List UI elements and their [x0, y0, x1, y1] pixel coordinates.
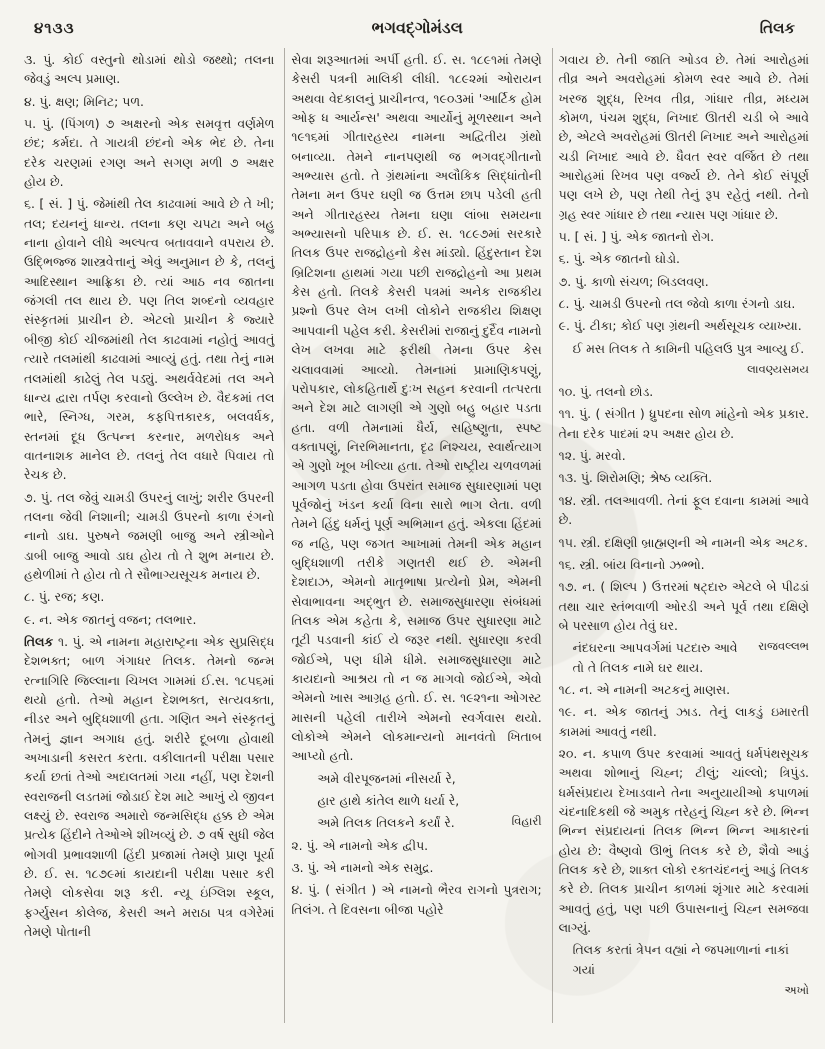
dictionary-entry: ૬. પું. એક જાતનો ઘોડો. — [558, 251, 680, 267]
running-keyword: તિલક — [759, 19, 795, 37]
column-3 — [553, 48, 811, 1023]
dictionary-entry: ૪. પું. ( સંગીત ) એ નામનો ભૈરવ રાગનો પુત્રરાગ; તિલંગ. તે દિવસના બીજા પહોરે — [291, 882, 542, 917]
quote-line: રાજવલ્લભ નંદઘરના આપવર્ગમાં પટદારુ આવે તો તે તિલક નામે ઘર થાય. — [572, 639, 809, 675]
dictionary-entry: ૧૭. ન. ( શિલ્પ ) ઉત્તરમાં ષટ્દારુ એટલે બે પીઢડાં તથા ચાર સ્તંભવાળી ઓરડી અને પૂર્વ તથા દક્ષિણે બે પરસાળ હોય તેવું ઘર. — [558, 579, 809, 633]
dictionary-entry: ૧૬. સ્ત્રી. બાંય વિનાનો ઝભ્ભો. — [558, 556, 705, 572]
dictionary-entry: ૭. પું. કાળો સંચળ; બિડલવણ. — [558, 273, 709, 289]
dictionary-entry: ૨૦. ન. કપાળ ઉપર કરવામાં આવતું ધર્મપંથસૂચક અથવા શોભાનું ચિહ્ન; ટીલું; ચાંલ્લો; ત્રિપુંડ. ધર્મસંપ્રદાય દેખાડવાને તેના અનુયાયીઓ કપાળમાં ચંદનાદિકથી જે અમુક તરેહનું ચિહ્ન કરે છે. ભિન્ન ભિન્ન સંપ્રદાયનાં તિલક ભિન્ન ભિન્ન આકારનાં હોય છે: વૈષ્ણવો ઊભું તિલક કરે છે, શૈવો આડું તિલક કરે છે, શાક્ત લોકો રક્તચંદનનું આડું તિલક કરે છે. તિલક પ્રાચીન કાળમાં શૃંગાર માટે કરવામાં આવતું હતું, પણ પછી ઉપાસનાનું ચિહ્ન સમજવા લાગ્યું. — [558, 745, 809, 936]
dictionary-entry: ૩. પું. એ નામનો એક સમુદ્ર. — [291, 860, 434, 876]
quote-line: ઈ મસ તિલક તે કામિની પહિલઉ પુત્ર આવ્યુ ઈ. — [572, 340, 805, 356]
attribution: વિહારી — [511, 814, 542, 829]
dictionary-entry: ૧૯. ન. એક જાતનું ઝાડ. તેનું લાકડું ઇમારતી કામમાં આવતું નથી. — [558, 704, 809, 739]
continued-paragraph: સેવા શરૂઆતમાં અર્પી હતી. ઈ. સ. ૧૮૯૧માં તેમણે કેસરી પત્રની માલિકી લીધી. ૧૮૯૨માં ઓરાયન અથવા વેદકાલનું પ્રાચીનત્વ, ૧૯૦૩માં 'આર્ટિક હોમ ઓફ ધ આર્યન્સ' અથવા આર્યોનું મૂળસ્થાન અને ૧૯૧૬માં ગીતારહસ્ય નામના અદ્વિતીય ગ્રંથો બનાવ્યા. તેમને નાનપણથી જ ભગવદ્ગીતાનો અભ્યાસ હતો. તે ગ્રંથમાંના અલૌકિક સિદ્ધાંતોની તેમના મન ઉપર ઘણી જ ઉત્તમ છાપ પડેલી હતી અને ગીતારહસ્ય તેમના ઘણા લાંબા સમયના અભ્યાસનો પરિપાક છે. ઈ. સ. ૧૮૯૭માં સરકારે તિલક ઉપર રાજદ્રોહનો કેસ માંડ્યો. હિંદુસ્તાન દેશ બ્રિટિશના હાથમાં ગયા પછી રાજદ્રોહનો આ પ્રથમ કેસ હતો. તિલકે કેસરી પત્રમાં અનેક રાજકીય પ્રશ્નો ઉપર લેખ લખી લોકોને રાજકીય શિક્ષણ આપવાની પહેલ કરી. કેસરીમાં રાજાનું દુર્દૈવ નામનો લેખ લખવા માટે ફરીથી તેમના ઉપર કેસ ચલાવવામાં આવ્યો. તેમનામાં પ્રામાણિકપણું, પરોપકાર, લોકહિતાર્થે દુઃખ સહન કરવાની તત્પરતા અને દેશ માટે લાગણી એ ગુણો બહુ બહાર પડતા હતા. વળી તેમનામાં ધૈર્ય, સહિષ્ણુતા, સ્પષ્ટ વક્તાપણું, નિરભિમાનતા, દૃઢ નિશ્ચય, સ્વાર્થત્યાગ એ ગુણો ખૂબ ખીલ્યા હતા. તેઓ રાષ્ટ્રીય ચળવળમાં આગળ પડતા હોવા ઉપરાંત સમાજ સુધારણામાં પણ પૂર્વજોનું ખંડન કર્યા વિના સારો ભાગ લેતા. વળી તેમને હિંદુ ધર્મનું પૂર્ણ અભિમાન હતું. એકલા હિંદમાં જ નહિ, પણ જગત આખામાં તેમની એક મહાન બુદ્ધિશાળી તરીકે ગણતરી થઈ છે. એમની દેશદાઝ, એમનો માતૃભાષા પ્રત્યેનો પ્રેમ, એમની સેવાભાવના અદ્ભુત છે. સમાજસુધારણા સંબંધમાં તિલક એમ કહેતા કે, સમાજ ઉપર સુધારણા માટે તૂટી પડવાની કાંઈ યે જરૂર નથી. સુધારણા કરવી જોઈએ, પણ ધીમે ધીમે. સમાજસુધારણા માટે કાયદાનો આશ્રય તો ન જ માગવો જોઈએ, એવો એમનો ખાસ આગ્રહ હતો. ઈ. સ. ૧૯૨૧ના ઓગસ્ટ માસની પહેલી તારીખે એમનો સ્વર્ગવાસ થયો. લોકોએ એમને લોકમાન્યનો માનવંતો ખિતાબ આપ્યો હતો. — [291, 52, 542, 764]
dictionary-entry: ૧૮. ન. એ નામની અટકનું માણસ. — [558, 681, 731, 697]
dictionary-entry: ૨. પું. એ નામનો એક દ્વીપ. — [291, 837, 429, 853]
dictionary-entry: ૩. પું. કોઈ વસ્તુનો થોડામાં થોડો જથ્થો; તલના જેવડું અલ્પ પ્રમાણ. — [24, 52, 275, 87]
dictionary-entry: ૧૫. સ્ત્રી. દક્ષિણી બ્રાહ્મણની એ નામની એક અટક. — [558, 534, 808, 550]
dictionary-entry: ૫. પું. (પિંગળ) ૭ અક્ષરનો એક સમવૃત્ત વર્ણમેળ છંદ; કર્મદા. તે ગાયત્રી છંદનો એક ભેદ છે. તેના દરેક ચરણમાં રગણ અને સગણ મળી ૭ અક્ષર હોય છે. — [24, 116, 275, 190]
page-header — [18, 14, 811, 48]
dictionary-entry: ૧૩. પું. શિરોમણિ; શ્રેષ્ઠ વ્યક્તિ. — [558, 470, 713, 486]
attribution: લાવણ્યસમય — [747, 362, 809, 377]
verse-line: હાર હાથે કાંતેલ થાળે ધર્યા રે, — [317, 793, 460, 809]
column-2 — [285, 48, 552, 1023]
dictionary-entry: ૫. [ સં. ] પું. એક જાતનો રોગ. — [558, 229, 715, 245]
column-1 — [18, 48, 285, 1023]
attribution: રાજવલ્લભ — [758, 639, 809, 654]
continued-paragraph: ગવાય છે. તેની જાતિ ઓડવ છે. તેમાં આરોહમાં તીવ્ર અને અવરોહમાં કોમળ સ્વર આવે છે. તેમાં ખરજ શુદ્ધ, રિખવ તીવ્ર, ગાંધાર તીવ્ર, મધ્યમ કોમળ, પંચમ શુદ્ધ, નિખાદ ઊતરી ચડી બે આવે છે, એટલે અવરોહમાં ઊતરી નિખાદ અને આરોહમાં ચડી નિખાદ આવે છે. ધૈવત સ્વર વર્જિત છે તથા આરોહમાં રિખવ પણ વર્જ્ય છે. તેને કોઈ સંપૂર્ણ પણ લખે છે, પણ તેથી તેનું રૂપ રહેતું નથી. તેનો ગ્રહ સ્વર ગાંધાર છે તથા ન્યાસ પણ ગાંધાર છે. — [558, 52, 809, 222]
dictionary-entry: ૯. પું. ટીકા; કોઈ પણ ગ્રંથની અર્થસૂચક વ્યાખ્યા. — [558, 318, 802, 334]
dictionary-entry: ૮. પું. રજ; કણ. — [24, 589, 105, 605]
dictionary-entry: ૧૧. પું. ( સંગીત ) ધ્રુપદના સોળ માંહેનો એક પ્રકાર. તેના દરેક પાદમાં ૨૫ અક્ષર હોય છે. — [558, 406, 809, 441]
dictionary-entry: ૯. ન. એક જાતનું વજન; તલભાર. — [24, 611, 197, 627]
dictionary-entry: ૧૦. પું. તલનો છોડ. — [558, 384, 654, 400]
dictionary-entry: ૧૪. સ્ત્રી. તલઆવળી. તેનાં ફૂલ દવાના કામમાં આવે છે. — [558, 492, 809, 528]
dictionary-entry: ૭. પું. તલ જેવું ચામડી ઉપરનું લાખું; શરીર ઉપરની તલના જેવી નિશાની; ચામડી ઉપરનો કાળા રંગનો નાનો ડાઘ. પુરુષને જમણી બાજુ અને સ્ત્રીઓને ડાબી બાજુ આવો ડાઘ હોય તો તે શુભ મનાય છે. હથેળીમાં તે હોય તો તે સૌભાગ્યસૂચક મનાય છે. — [24, 489, 275, 582]
dictionary-entry: ૧૨. પું. મરવો. — [558, 448, 626, 464]
book-title: ભગવદ્ગોમંડલ — [371, 18, 463, 37]
verse-line: વિહારી અમે તિલક તિલકને કર્યાં રે. — [317, 814, 542, 831]
headword: તિલક — [24, 633, 59, 649]
dictionary-entry: તિલક ૧. પું. એ નામના મહારાષ્ટ્રના એક સુપ્રસિદ્ધ દેશભક્ત; બાળ ગંગાધર તિલક. તેમનો જન્મ રત્નાગિરિ જિલ્લાના ચિખલ ગામમાં ઈ.સ. ૧૮૫૬માં થયો હતો. તેઓ મહાન દેશભક્ત, સત્યવક્તા, નીડર અને બુદ્ધિશાળી હતા. ગણિત અને સંસ્કૃતનું તેમનું જ્ઞાન અગાધ હતું. શરીરે દૂબળા હોવાથી અખાડાની કસરત કરતા. વકીલાતની પરીક્ષા પસાર કર્યા છતાં તેઓ અદાલતમાં ગયા નહીં, પણ દેશની સ્વરાજની લડતમાં જોડાઈ દેશ માટે આખું યે જીવન લક્ષ્યું છે. સ્વરાજ અમારો જન્મસિદ્ધ હક્ક છે એમ પ્રત્યેક હિંદીને તેઓએ શીખવ્યું છે. ૭ વર્ષ સુધી જેલ ભોગવી પ્રભાવશાળી હિંદી પ્રજામાં તેમણે પ્રાણ પૂર્યા છે. ઈ. સ. ૧૮૭૯માં કાયદાની પરીક્ષા પસાર કરી તેમણે લોકસેવા શરૂ કરી. ન્યૂ ઇંગ્લિશ સ્કૂલ, ફર્ગ્યુસન કોલેજ, કેસરી અને મરાઠા પત્ર વગેરેમાં તેમણે પોતાની — [24, 633, 275, 940]
dictionary-entry: ૮. પું. ચામડી ઉપરનો તલ જેવો કાળા રંગનો ડાઘ. — [558, 296, 796, 312]
verse-line: અમે વીરપૂજનમાં નીસર્યા રે, — [317, 770, 456, 786]
dictionary-entry: ૪. પું. ક્ષણ; મિનિટ; પળ. — [24, 93, 144, 109]
page-number: ૪૧૩૩ — [34, 19, 75, 37]
text-columns — [18, 48, 811, 1023]
quote-line: તિલક કરતાં ત્રેપન વહ્યાં ને જપમાળાનાં નાકાં ગયાં — [572, 942, 789, 977]
attribution: અખો — [784, 983, 809, 998]
dictionary-entry: ૬. [ સં. ] પું. જેમાંથી તેલ કાઢવામાં આવે છે તે ખી; તલ; દયનનું ધાન્ય. તલના કણ ચપટા અને બહુ નાના હોવાને લીધે અલ્પત્વ બતાવવાને વપરાય છે. ઉદ્ભિજ્જ શાસ્ત્રવેત્તાનું એવું અનુમાન છે કે, તલનું આદિસ્થાન આફ્રિકા છે. ત્યાં આઠ નવ જાતના જંગલી તલ થાય છે. પણ તિલ શબ્દનો વ્યવહાર સંસ્કૃતમાં પ્રાચીન છે. એટલો પ્રાચીન કે જ્યારે બીજી કોઈ ચીજમાંથી તેલ કાઢવામાં નહોતું આવતું ત્યારે તલમાંથી કાઢવામાં આવ્યું હતું. તથા તેનું નામ તલમાંથી કાઢેલું તેલ પડ્યું. અથર્વવેદમાં તલ અને ધાન્ય દ્વારા તર્પણ કરવાનો ઉલ્લેખ છે. વૈદકમાં તલ ભારે, સ્નિગ્ધ, ગરમ, કફપિત્તકારક, બલવર્ધક, સ્તનમાં દૂધ ઉત્પન્ન કરનાર, મળરોધક અને વાતનાશક માનેલ છે. તલનું તેલ વધારે પિવાય તો રેચક છે. — [24, 196, 275, 483]
